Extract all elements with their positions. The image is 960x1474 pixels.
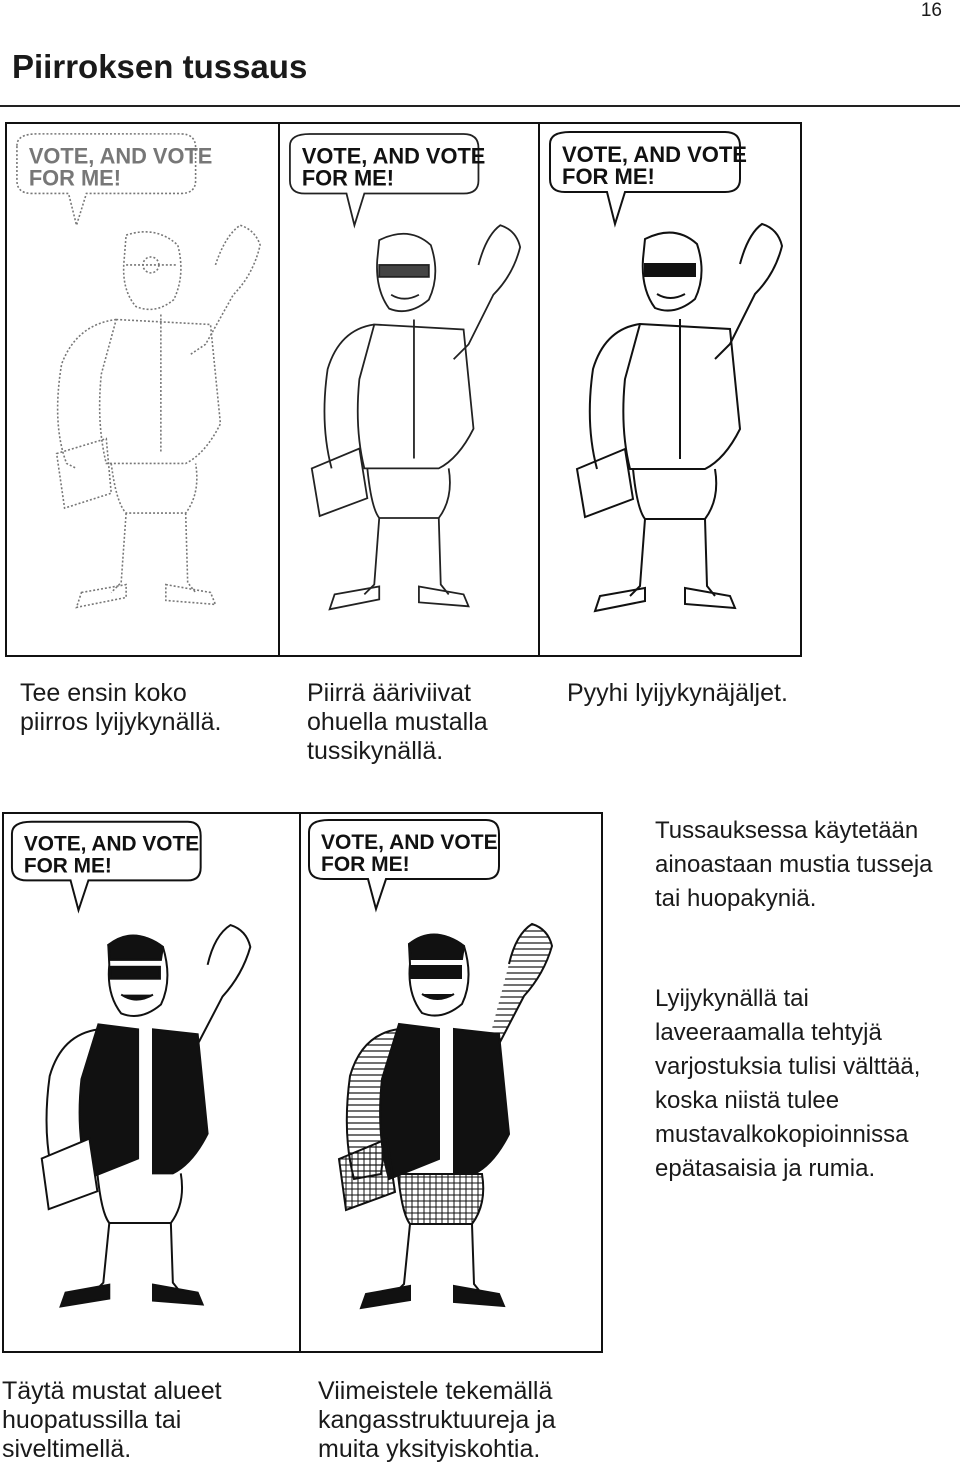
top-comic-strip <box>5 122 802 657</box>
filled-black-illustration <box>4 814 299 1351</box>
caption-step-2: Piirrä ääriviivat ohuella mustalla tussikynällä. <box>307 679 488 765</box>
caption-step-1: Tee ensin koko piirros lyijykynällä. <box>20 679 222 736</box>
caption-step-5: Viimeistele tekemällä kangasstruktuureja ja muita yksityiskohtia. <box>318 1377 556 1463</box>
bubble-line-1: VOTE, AND VOTE <box>28 143 213 169</box>
title-divider <box>0 105 960 107</box>
bubble-line-2: FOR ME! <box>562 164 655 189</box>
bubble-line-1: VOTE, AND VOTE <box>23 832 200 856</box>
bubble-line-1: VOTE, AND VOTE <box>301 143 486 169</box>
page-title: Piirroksen tussaus <box>12 48 308 85</box>
bubble-line-2: FOR ME! <box>321 853 410 876</box>
panel-textured-finish <box>301 814 601 1351</box>
panel-filled-black <box>4 814 301 1351</box>
panel-inked-outline <box>280 124 540 655</box>
bubble-line-2: FOR ME! <box>301 165 394 191</box>
caption-step-4: Täytä mustat alueet huopatussilla tai siveltimellä. <box>2 1377 222 1463</box>
panel-erased-pencil <box>540 124 800 655</box>
bubble-line-1: VOTE, AND VOTE <box>321 831 498 854</box>
caption-step-3: Pyyhi lyijykynäjäljet. <box>567 679 788 707</box>
inked-outline-illustration <box>280 124 538 655</box>
bubble-line-2: FOR ME! <box>28 165 121 191</box>
clean-outline-illustration <box>540 124 800 655</box>
side-note-shading: Lyijykynällä tai laveeraamalla tehtyjä varjostuksia tulisi välttää, koska niistä tulee mustavalkokopioinnissa epätasaisia ja rumia. <box>655 985 921 1182</box>
panel-pencil-sketch <box>7 124 280 655</box>
page-number: 16 <box>920 0 942 21</box>
pencil-sketch-illustration <box>7 124 278 655</box>
bubble-line-1: VOTE, AND VOTE <box>562 142 747 167</box>
side-note-markers: Tussauksessa käytetään ainoastaan mustia tusseja tai huopakyniä. <box>655 817 933 912</box>
textured-finish-illustration <box>301 814 601 1351</box>
bubble-line-2: FOR ME! <box>23 854 112 878</box>
bottom-comic-strip <box>2 812 603 1353</box>
